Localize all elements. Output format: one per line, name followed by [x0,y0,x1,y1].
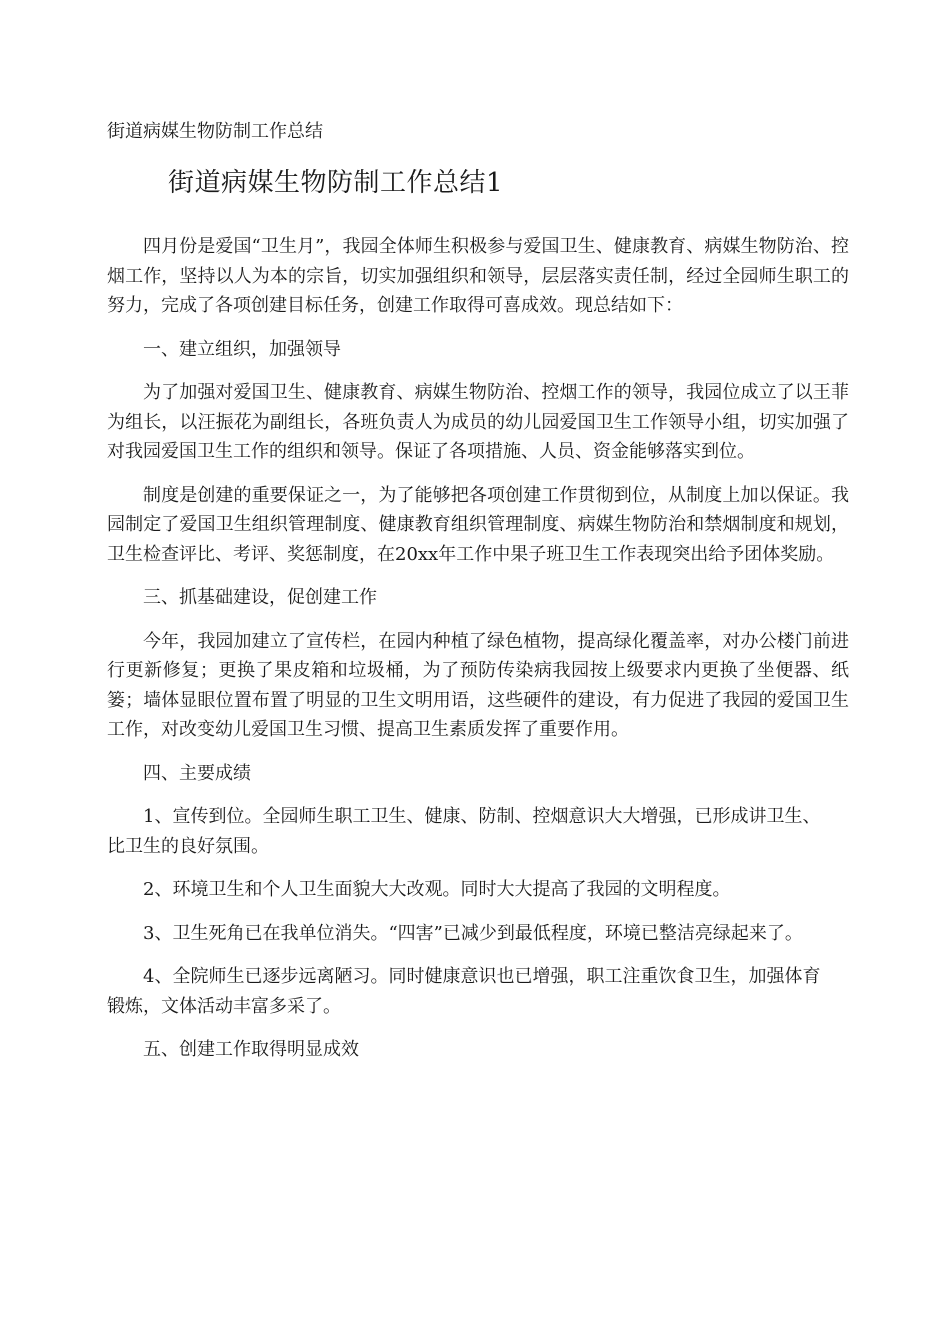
section-heading-3: 三、抓基础建设，促创建工作 [143,587,377,608]
achievement-item: 4、全院师生已逐步远离陋习。同时健康意识也已增强，职工注重饮食卫生，加强体育锻炼，文体活动丰富多采了。 [107,966,821,1017]
body-paragraph: 制度是创建的重要保证之一，为了能够把各项创建工作贯彻到位，从制度上加以保证。我园制定了爱国卫生组织管理制度、健康教育组织管理制度、病媒生物防治和禁烟制度和规划，卫生检查评比、考评、奖惩制度，在20xx年工作中果子班卫生工作表现突出给予团体奖励。 [107,484,849,565]
body-paragraph: 今年，我园加建立了宣传栏，在园内种植了绿色植物，提高绿化覆盖率，对办公楼门前进行更新修复；更换了果皮箱和垃圾桶，为了预防传染病我园按上级要求内更换了坐便器、纸篓；墙体显眼位置布置了明显的卫生文明用语，这些硬件的建设，有力促进了我园的爱国卫生工作，对改变幼儿爱国卫生习惯、提高卫生素质发挥了重要作用。 [107,630,849,740]
section-heading-4: 四、主要成绩 [143,762,251,784]
achievement-item: 3、卫生死角已在我单位消失。“四害”已减少到最低程度，环境已整洁亮绿起来了。 [143,922,803,944]
body-paragraph: 为了加强对爱国卫生、健康教育、病媒生物防治、控烟工作的领导，我园位成立了以王菲为组长，以汪振花为副组长，各班负责人为成员的幼儿园爱国卫生工作领导小组，切实加强了对我园爱国卫生工作的组织和领导。保证了各项措施、人员、资金能够落实到位。 [107,382,849,462]
section-heading-1: 一、建立组织，加强领导 [143,338,341,360]
intro-paragraph: 四月份是爱国“卫生月”，我园全体师生积极参与爱国卫生、健康教育、病媒生物防治、控烟工作，坚持以人为本的宗旨，切实加强组织和领导，层层落实责任制，经过全园师生职工的努力，完成了各项创建目标任务，创建工作取得可喜成效。现总结如下： [107,236,849,316]
achievement-item: 2、环境卫生和个人卫生面貌大大改观。同时大大提高了我园的文明程度。 [143,879,731,900]
document-title: 街道病媒生物防制工作总结1 [168,168,504,198]
section-heading-5: 五、创建工作取得明显成效 [143,1039,359,1060]
document-header: 街道病媒生物防制工作总结 [107,121,323,142]
document-body [107,232,849,1079]
achievement-item: 1、宣传到位。全园师生职工卫生、健康、防制、控烟意识大大增强，已形成讲卫生、比卫生的良好氛围。 [107,806,821,857]
